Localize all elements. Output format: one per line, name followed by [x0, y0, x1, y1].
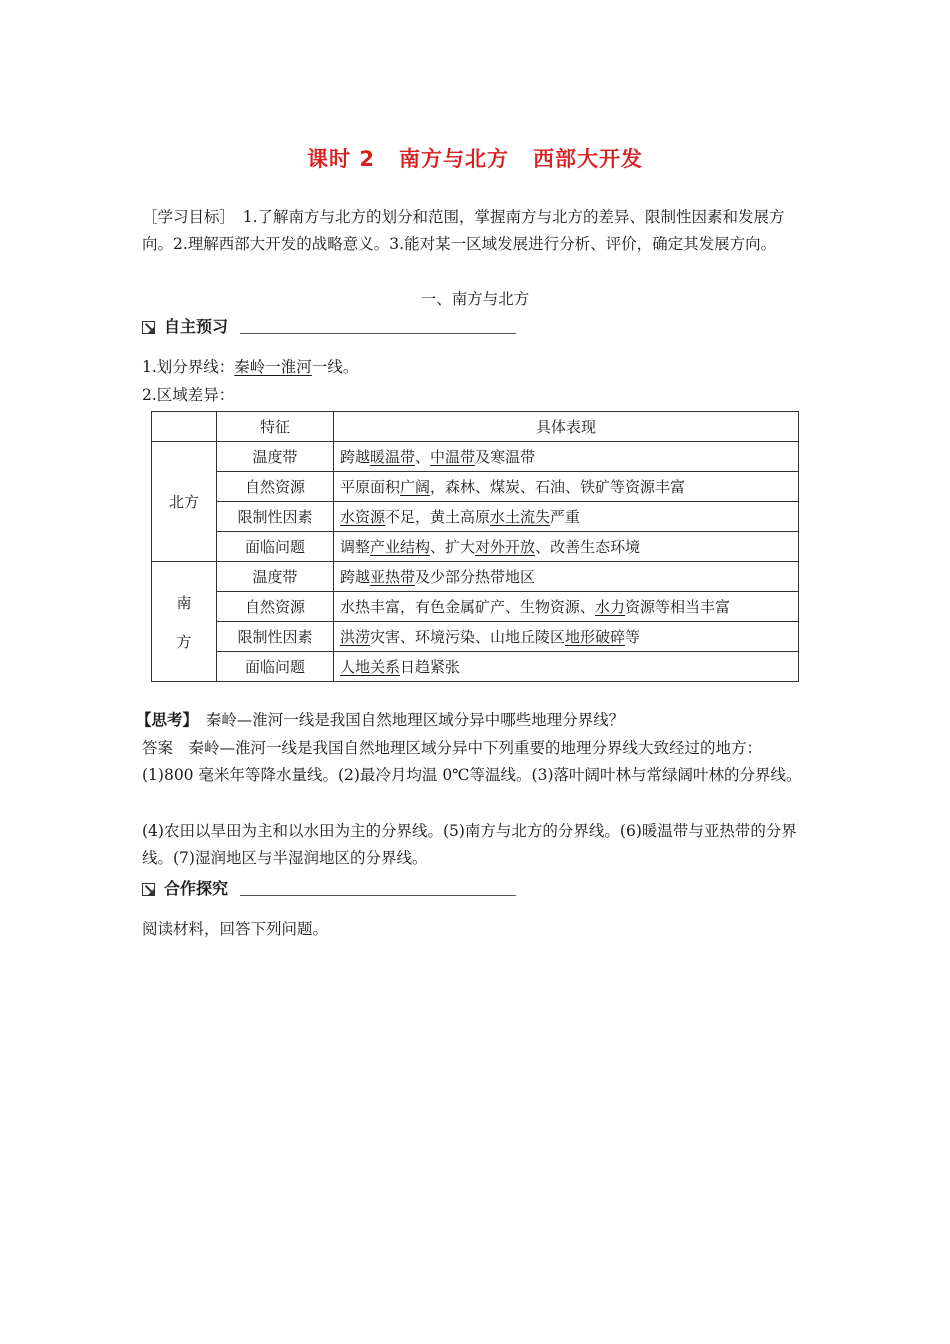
detail-cell: 洪涝灾害、环境污染、山地丘陵区地形破碎等 — [334, 622, 799, 652]
table-header-detail: 具体表现 — [334, 412, 799, 442]
think-answer-part1: 答案 秦岭—淮河一线是我国自然地理区域分异中下列重要的地理分界线大致经过的地方：(1)800 毫米年等降水量线。(2)最冷月均温 0℃等温线。(3)落叶阔叶林与常绿阔叶林的分界线。 — [142, 739, 802, 784]
detail-cell: 跨越亚热带及少部分热带地区 — [334, 562, 799, 592]
table-row — [152, 622, 799, 652]
table-row — [152, 472, 799, 502]
think-label: 【思考】 — [136, 710, 191, 729]
lesson-title — [0, 143, 950, 173]
item-boundary-suffix: 一线。 — [311, 358, 359, 376]
item-boundary-answer: 秦岭一淮河 — [234, 358, 312, 376]
table-row — [152, 652, 799, 682]
feature-cell: 自然资源 — [217, 592, 334, 622]
preview-heading-label: 自主预习 — [164, 317, 229, 336]
region-south: 南 方 — [152, 562, 217, 682]
preview-heading — [142, 314, 516, 337]
feature-cell: 限制性因素 — [217, 502, 334, 532]
section-icon — [142, 321, 155, 334]
think-answer-part2: (4)农田以旱田为主和以水田为主的分界线。(5)南方与北方的分界线。(6)暖温带与亚热带的分界线。(7)湿润地区与半湿润地区的分界线。 — [142, 822, 797, 867]
detail-cell: 水热丰富，有色金属矿产、生物资源、水力资源等相当丰富 — [334, 592, 799, 622]
item-boundary-prefix: 1.划分界线： — [142, 358, 235, 376]
feature-cell: 面临问题 — [217, 652, 334, 682]
feature-cell: 限制性因素 — [217, 622, 334, 652]
heading-rule — [240, 895, 516, 896]
detail-cell: 平原面积广阔，森林、煤炭、石油、铁矿等资源丰富 — [334, 472, 799, 502]
section-heading-south-north: 一、南方与北方 — [420, 290, 530, 308]
lesson-number: 课时 2 — [307, 147, 375, 171]
table-row — [152, 502, 799, 532]
feature-cell: 面临问题 — [217, 532, 334, 562]
region-north: 北方 — [152, 442, 217, 562]
item-differences: 2.区域差异： — [142, 386, 235, 404]
feature-cell: 温度带 — [217, 442, 334, 472]
feature-cell: 温度带 — [217, 562, 334, 592]
detail-cell: 跨越暖温带、中温带及寒温带 — [334, 442, 799, 472]
table-row — [152, 562, 799, 592]
heading-rule — [240, 333, 516, 334]
table-row — [152, 442, 799, 472]
detail-cell: 调整产业结构、扩大对外开放、改善生态环境 — [334, 532, 799, 562]
learning-objectives: ［学习目标］ 1.了解南方与北方的划分和范围，掌握南方与北方的差异、限制性因素和发展方向。2.理解西部大开发的战略意义。3.能对某一区域发展进行分析、评价，确定其发展方向。 — [142, 208, 785, 253]
detail-cell: 水资源不足，黄土高原水土流失严重 — [334, 502, 799, 532]
detail-cell: 人地关系日趋紧张 — [334, 652, 799, 682]
section-icon — [142, 883, 155, 896]
lesson-title-part1: 南方与北方 — [398, 147, 509, 171]
table-row — [152, 592, 799, 622]
table-row — [152, 532, 799, 562]
explore-heading — [142, 876, 516, 899]
think-question-text: 秦岭—淮河一线是我国自然地理区域分异中哪些地理分界线？ — [190, 711, 625, 729]
read-material-instruction: 阅读材料，回答下列问题。 — [142, 920, 329, 938]
regional-difference-table — [151, 411, 799, 682]
table-header-feature: 特征 — [217, 412, 334, 442]
think-question — [136, 708, 624, 730]
table-header-row — [152, 412, 799, 442]
feature-cell: 自然资源 — [217, 472, 334, 502]
lesson-title-part2: 西部大开发 — [532, 147, 643, 171]
item-boundary — [142, 355, 358, 377]
explore-heading-label: 合作探究 — [164, 879, 229, 898]
table-header-empty — [152, 412, 217, 442]
